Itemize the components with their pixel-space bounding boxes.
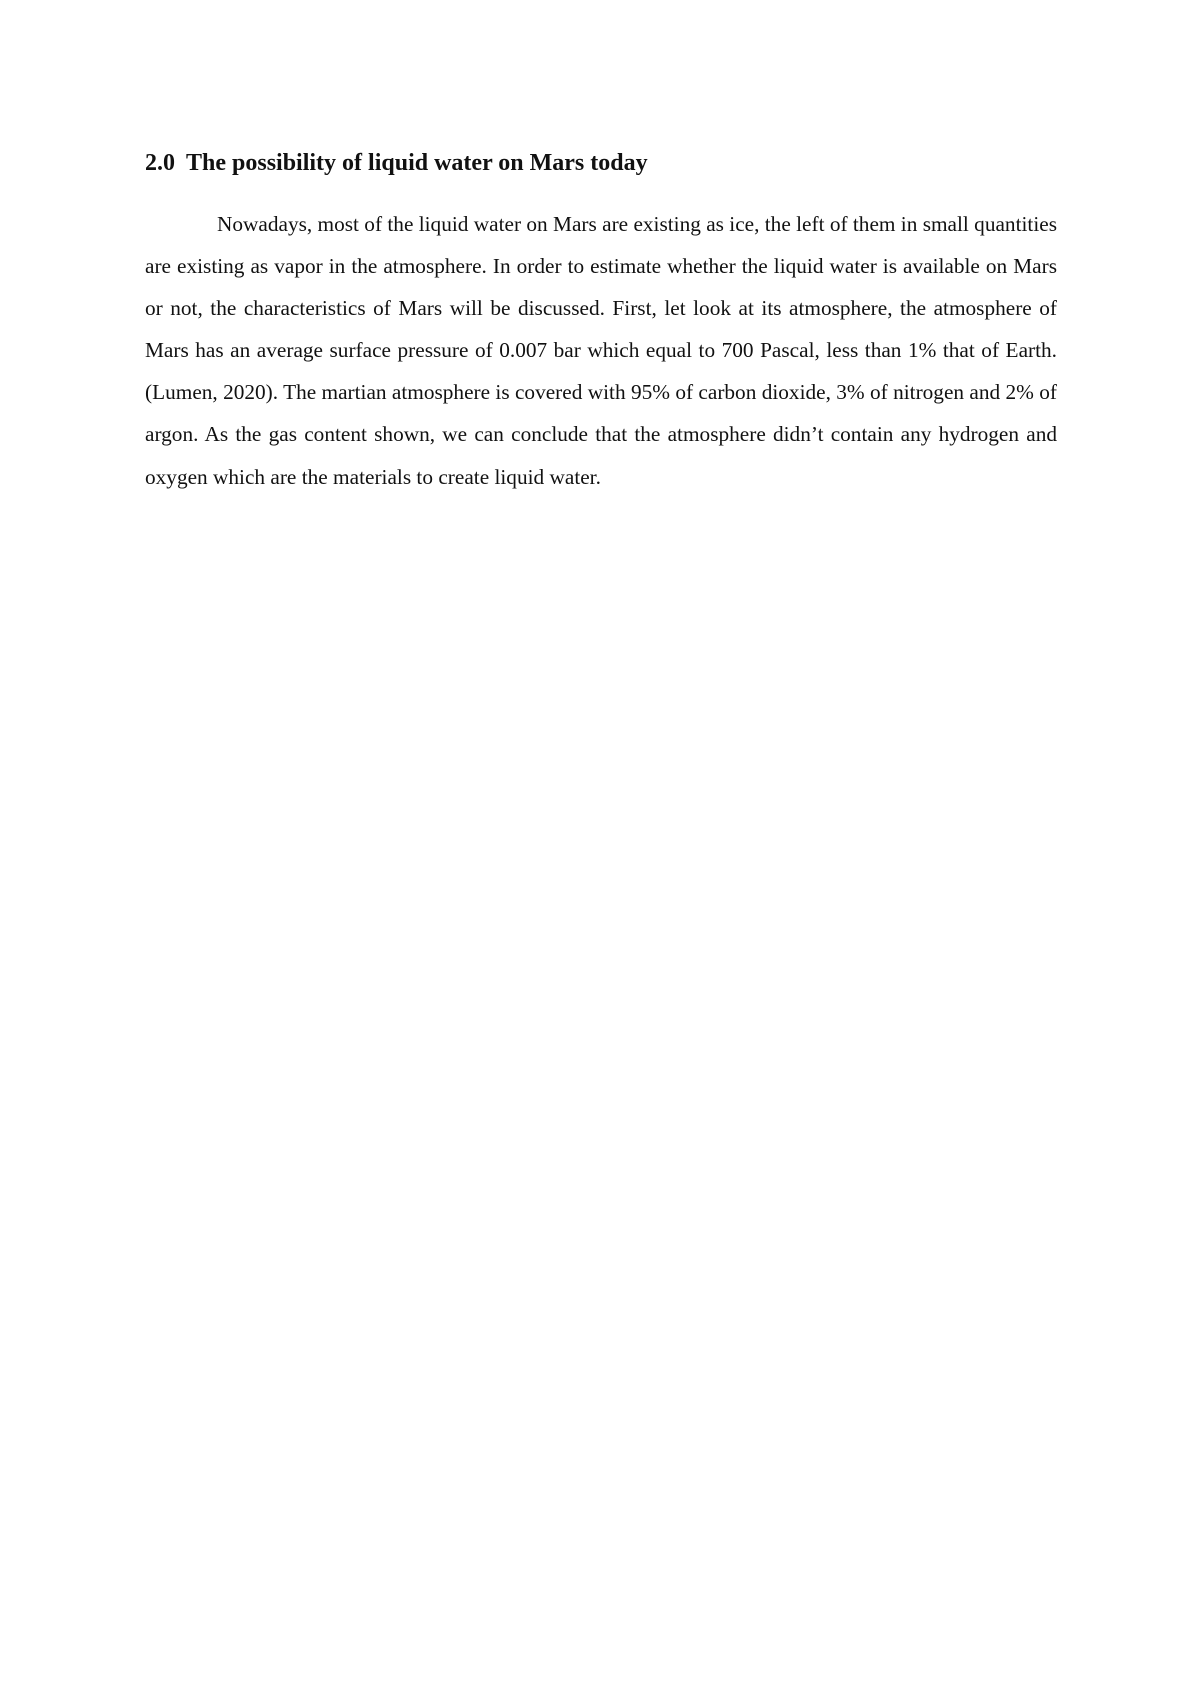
section-number: 2.0 (145, 150, 175, 176)
body-paragraph: Nowadays, most of the liquid water on Mars are existing as ice, the left of them in small quantities are existing as vapor in the atmosphere. In order to estimate whether the liquid water is available on Mars or not, the characteristics of Mars will be discussed. First, let look at its atmosphere, the atmosphere of Mars has an average surface pressure of 0.007 bar which equal to 700 Pascal, less than 1% that of Earth. (Lumen, 2020). The martian atmosphere is covered with 95% of carbon dioxide, 3% of nitrogen and 2% of argon. As the gas content shown, we can conclude that the atmosphere didn’t contain any hydrogen and oxygen which are the materials to create liquid water. (145, 212, 1057, 489)
section-heading (145, 146, 1057, 180)
section-title: The possibility of liquid water on Mars today (186, 150, 648, 176)
section-2-0 (145, 146, 1057, 498)
